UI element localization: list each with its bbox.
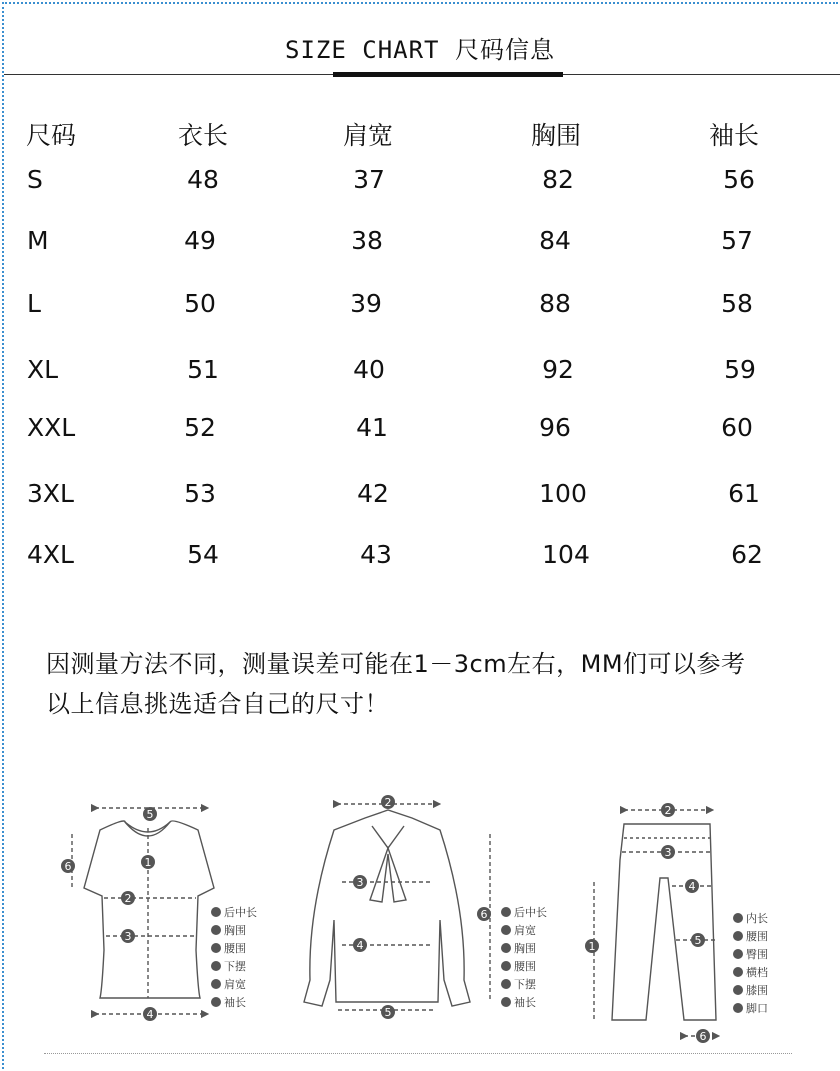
table-cell-length: 54: [187, 540, 219, 569]
measurement-note-line-2: 以上信息挑选适合自己的尺寸！: [46, 690, 389, 718]
svg-text:1: 1: [588, 940, 596, 953]
svg-text:脚口: 脚口: [746, 1002, 768, 1015]
table-cell-sleeve: 60: [721, 413, 753, 442]
measurement-diagrams: [0, 770, 840, 1060]
table-cell-length: 48: [187, 165, 219, 194]
svg-text:下摆: 下摆: [224, 960, 246, 973]
bottom-divider: [44, 1053, 792, 1054]
svg-text:5: 5: [146, 808, 154, 821]
svg-text:胸围: 胸围: [514, 942, 536, 955]
table-cell-chest: 96: [539, 413, 571, 442]
svg-text:6: 6: [699, 1030, 707, 1043]
blouse-legend: [514, 905, 547, 1009]
svg-text:4: 4: [146, 1008, 154, 1021]
pants-diagram: [594, 810, 716, 1036]
svg-text:臀围: 臀围: [746, 948, 768, 961]
table-cell-size: XL: [27, 355, 59, 384]
table-cell-shoulder: 41: [356, 413, 388, 442]
blouse-diagram: [304, 804, 490, 1010]
table-cell-sleeve: 62: [731, 540, 763, 569]
pants-legend: [746, 911, 768, 1015]
table-cell-length: 53: [184, 479, 216, 508]
svg-text:6: 6: [480, 908, 488, 921]
table-cell-chest: 104: [542, 540, 590, 569]
svg-text:袖长: 袖长: [514, 996, 536, 1009]
svg-text:腰围: 腰围: [224, 942, 246, 955]
table-cell-shoulder: 40: [353, 355, 385, 384]
table-cell-size: 3XL: [27, 479, 74, 508]
svg-text:1: 1: [144, 856, 152, 869]
column-header-chest: 胸围: [530, 121, 582, 150]
table-cell-shoulder: 42: [357, 479, 389, 508]
table-cell-chest: 84: [539, 226, 571, 255]
column-header-shoulder: 肩宽: [342, 121, 394, 150]
table-cell-chest: 88: [539, 289, 571, 318]
svg-text:膝围: 膝围: [746, 984, 768, 997]
table-cell-length: 49: [184, 226, 216, 255]
table-cell-size: S: [27, 165, 43, 194]
tshirt-diagram: [72, 808, 214, 1014]
table-cell-shoulder: 43: [360, 540, 392, 569]
svg-text:3: 3: [664, 846, 672, 859]
svg-text:6: 6: [64, 860, 72, 873]
svg-text:3: 3: [124, 930, 132, 943]
table-cell-length: 52: [184, 413, 216, 442]
svg-text:4: 4: [688, 880, 696, 893]
table-cell-shoulder: 39: [350, 289, 382, 318]
column-header-sleeve: 袖长: [708, 121, 760, 150]
measurement-note-line-1: 因测量方法不同，测量误差可能在1－3cm左右，MM们可以参考: [46, 650, 746, 678]
table-cell-shoulder: 37: [353, 165, 385, 194]
svg-text:袖长: 袖长: [224, 996, 246, 1009]
svg-text:5: 5: [694, 934, 702, 947]
table-cell-chest: 100: [539, 479, 587, 508]
svg-text:后中长: 后中长: [224, 906, 257, 919]
tshirt-markers: [61, 807, 157, 1021]
svg-text:腰围: 腰围: [514, 960, 536, 973]
page-title: SIZE CHART 尺码信息: [285, 36, 555, 64]
table-cell-sleeve: 56: [723, 165, 755, 194]
svg-text:2: 2: [124, 892, 132, 905]
svg-text:横档: 横档: [746, 966, 768, 979]
svg-text:腰围: 腰围: [746, 930, 768, 943]
svg-text:3: 3: [356, 876, 364, 889]
svg-text:2: 2: [384, 796, 392, 809]
table-cell-size: L: [27, 289, 41, 318]
table-cell-size: 4XL: [27, 540, 74, 569]
svg-text:后中长: 后中长: [514, 906, 547, 919]
table-cell-sleeve: 61: [728, 479, 760, 508]
column-header-size: 尺码: [26, 121, 77, 150]
svg-text:内长: 内长: [746, 912, 768, 925]
svg-text:肩宽: 肩宽: [224, 978, 246, 991]
tshirt-legend: [224, 905, 257, 1009]
table-cell-chest: 92: [542, 355, 574, 384]
svg-text:4: 4: [356, 939, 364, 952]
table-cell-shoulder: 38: [351, 226, 383, 255]
table-cell-sleeve: 58: [721, 289, 753, 318]
table-cell-sleeve: 59: [724, 355, 756, 384]
table-cell-length: 50: [184, 289, 216, 318]
svg-text:2: 2: [664, 804, 672, 817]
svg-text:下摆: 下摆: [514, 978, 536, 991]
table-cell-size: XXL: [27, 413, 76, 442]
table-cell-length: 51: [187, 355, 219, 384]
svg-text:胸围: 胸围: [224, 924, 246, 937]
table-cell-sleeve: 57: [721, 226, 753, 255]
header-underline-bar: [333, 72, 563, 77]
column-header-length: 衣长: [177, 121, 229, 150]
table-cell-size: M: [27, 226, 49, 255]
svg-text:5: 5: [384, 1006, 392, 1019]
table-cell-chest: 82: [542, 165, 574, 194]
svg-text:肩宽: 肩宽: [514, 924, 536, 937]
